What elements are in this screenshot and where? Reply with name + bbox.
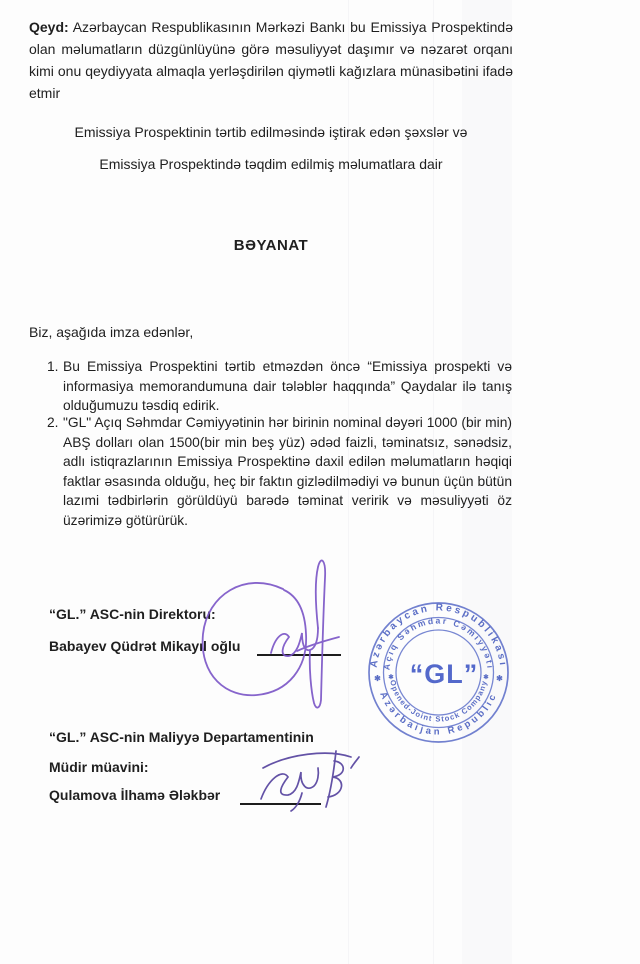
signature-stroke — [326, 751, 336, 807]
list-item-2 — [47, 413, 512, 531]
company-stamp — [366, 600, 512, 746]
intro-line: Biz, aşağıda imza edənlər, — [29, 324, 194, 340]
item-text: "GL" Açıq Səhmdar Cəmiyyətinin hər birinin nominal dəyəri 1000 (bir min) ABŞ dolları olan 1500(bir min beş yüz) ədəd faizli, təminatsız, sənədsiz, adlı istiqrazlarının Emissiya Prospektinə daxil edilən məlumatların həqiqi faktlar əsasında olduğu, heç bir faktın gizlədilmədiyi və bunun üçün bütün lazımi tədbirlərin görüldüyü barədə təminat veririk və məsuliyyəti öz üzərimizə götürürük. — [63, 415, 512, 528]
finance-role-line-2: Müdir müavini: — [49, 759, 149, 775]
list-item-1 — [47, 357, 512, 416]
stamp-star-icon: ✱ — [388, 674, 394, 681]
stamp-star-icon: ✱ — [496, 674, 503, 683]
signature-stroke — [291, 793, 302, 811]
signature-stroke — [261, 768, 318, 799]
stamp-inner-bottom-arc: Opened-Joint Stock Company — [388, 679, 489, 724]
signature-stroke — [203, 583, 307, 695]
signature-stroke — [271, 628, 318, 656]
stamp-outer-top-arc: Azərbaycan Respublikası — [368, 602, 509, 669]
signature-stroke — [351, 757, 359, 768]
stamp-star-icon: ✱ — [374, 674, 381, 683]
note-paragraph — [29, 16, 513, 104]
director-name: Babayev Qüdrət Mikayıl oğlu — [49, 638, 241, 654]
item-number: 1. — [47, 359, 59, 374]
signature-stroke — [263, 753, 351, 768]
note-text: Azərbaycan Respublikasının Mərkəzi Bankı bu Emissiya Prospektində olan məlumatların düzgünlüyünə görə məsuliyyət daşımır və nəzarət orqanı kimi onu qeydiyyata almaqla yerləşdirilən qiymətli kağızlara münasibətini ifadə etmir — [29, 19, 513, 101]
stamp-center-monogram: “GL” — [409, 659, 479, 689]
stamp-star-icon: ✱ — [483, 674, 489, 681]
finance-deputy-name: Qulamova İlhamə Ələkbər — [49, 787, 221, 803]
finance-role-line-1: “GL.” ASC-nin Maliyyə Departamentinin — [49, 729, 314, 745]
item-number: 2. — [47, 415, 59, 430]
declaration-title: BƏYANAT — [233, 237, 309, 254]
note-label: Qeyd: — [29, 19, 69, 35]
subtitle-line-2: Emissiya Prospektində təqdim edilmiş məlumatlara dair — [99, 156, 443, 172]
subtitle-line-1: Emissiya Prospektinin tərtib edilməsində iştirak edən şəxslər və — [74, 124, 468, 140]
finance-signature — [252, 742, 364, 814]
item-text: Bu Emissiya Prospektini tərtib etməzdən öncə “Emissiya prospekti və informasiya memorandumuna dair tələblər haqqında” Qaydalar ilə tanış olduğumuzu təsdiq edirik. — [63, 359, 512, 414]
director-signature — [190, 548, 350, 716]
director-role-label: “GL.” ASC-nin Direktoru: — [49, 606, 216, 622]
stamp-outer-bottom-arc: Azərbaijan Republic — [377, 690, 500, 738]
stamp-inner-top-arc: Açıq Səhmdar Cəmiyyəti — [381, 615, 496, 671]
